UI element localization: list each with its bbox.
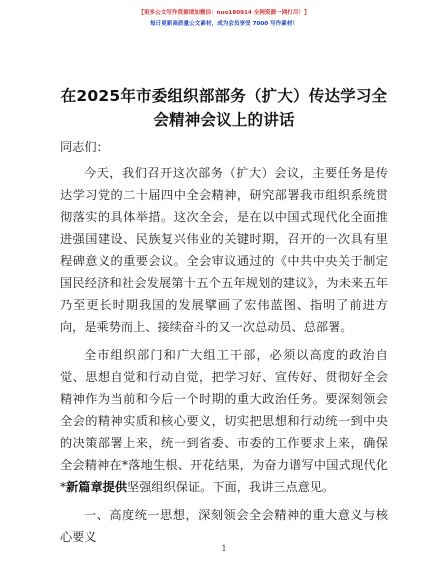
document-title: 在2025年市委组织部部务（扩大）传达学习全会精神会议上的讲话 bbox=[60, 87, 388, 129]
page-number: 1 bbox=[221, 544, 227, 553]
paragraph-requirements-bold: 新篇章提供 bbox=[66, 480, 128, 494]
paragraph-requirements-text: 全市组织部门和广大组工干部，必须以高度的政治自觉、思想自觉和行动自觉，把学习好、宣传好、贯彻好全会精神作为当前和今后一个时期的重大政治任务。要深刻领会全会的精神实质和核心要义，切实把思想和行动统一到中央的决策部署上来，统一到省委、市委的工作要求上来，确保全会精神在*落地生根、开花结果，为奋力谱写中国式现代化* bbox=[60, 348, 388, 494]
section-heading-1: 一、高度统一思想，深刻领会全会精神的重大意义与核心要义 bbox=[60, 508, 388, 544]
promo-banner-line2: 每日更新高质量公文素材，成为会员享受 7000 写作素材！ bbox=[149, 21, 299, 27]
paragraph-intro: 今天，我们召开这次部务（扩大）会议，主要任务是传达学习党的二十届四中全会精神，研究部署我市组织系统贯彻落实的具体举措。这次全会，是在以中国式现代化全面推进强国建设、民族复兴伟业的关键时期，召开的一次具有里程碑意义的重要会议。全会审议通过的《中共中央关于制定国民经济和社会发展第十五个五年规划的建议》，为未来五年乃至更长时期我国的发展擘画了宏伟蓝图、指明了前进方向，是乘势而上、接续奋斗的又一次总动员、总部署。 bbox=[60, 166, 388, 334]
promo-banner-line1: 【更多公文写作资源请加微信：nuo180914 全网资源一网打尽！】 bbox=[138, 10, 310, 16]
paragraph-requirements bbox=[60, 344, 388, 498]
promo-banner bbox=[0, 8, 448, 30]
salutation: 同志们： bbox=[60, 140, 109, 154]
paragraph-requirements-end: 坚强组织保证。下面，我讲三点意见。 bbox=[127, 480, 335, 494]
document-body bbox=[60, 136, 388, 548]
